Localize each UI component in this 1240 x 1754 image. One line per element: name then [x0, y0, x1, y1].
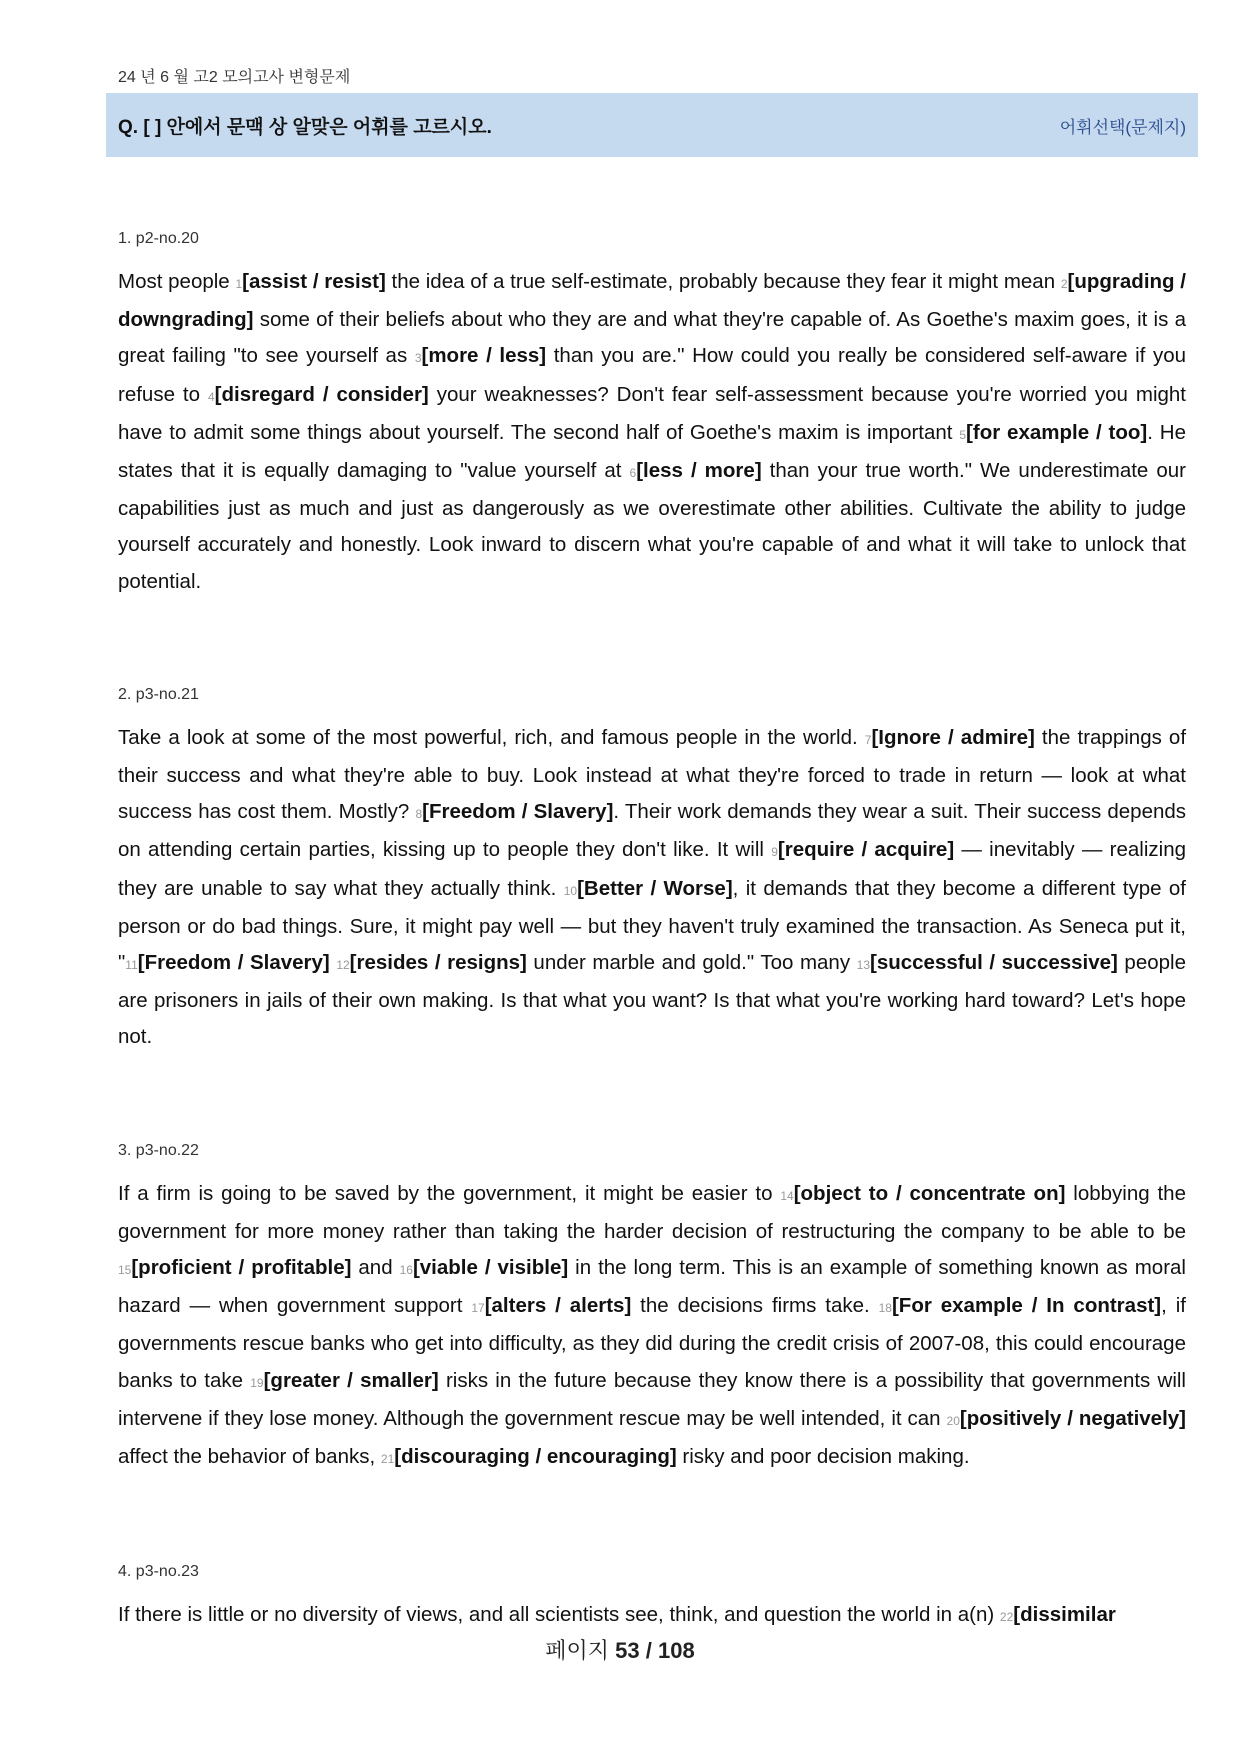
vocab-choice: [dissimilar — [1013, 1603, 1116, 1627]
vocab-choice: [upgrading / downgrading] — [118, 270, 1186, 332]
passage-section-3 — [118, 1140, 1186, 1478]
passage-section-4 — [118, 1561, 1186, 1635]
total-pages: 108 — [657, 1638, 695, 1663]
vocab-choice: [more / less] — [421, 344, 547, 368]
passage-text-run: than you are." How could you really be considered self-aware if you refuse to — [118, 344, 1186, 406]
blank-number: 15 — [118, 1263, 132, 1278]
current-page: 53 — [615, 1638, 640, 1663]
vocab-choice: [resides / resigns] — [349, 951, 527, 975]
blank-number: 4 — [207, 389, 215, 404]
passage-text-run: risky and poor decision making. — [676, 1445, 970, 1469]
vocab-choice: [Freedom / Slavery] — [137, 951, 330, 975]
vocab-choice: [greater / smaller] — [263, 1368, 439, 1392]
page-label: 페이지 — [545, 1638, 616, 1663]
passage-text-run: , it demands that they become a different type of person or do bad things. Sure, it might pay well — but they haven't truly examined the transaction. As Seneca put it, " — [118, 876, 1186, 975]
blank-number: 19 — [250, 1375, 264, 1390]
passage-text-run: some of their beliefs about who they are and what they're capable of. As Goethe's maxim goes, it is a great failing "to see yourself as — [118, 308, 1186, 368]
passage-text-run: people are prisoners in jails of their own making. Is that what you want? Is that what you're working hard toward? Let's hope not. — [118, 951, 1186, 1049]
passage-text-run: If there is little or no diversity of views, and all scientists see, think, and question the world in a(n) — [118, 1603, 1000, 1627]
vocab-choice: [require / acquire] — [777, 838, 955, 862]
blank-number: 12 — [336, 958, 350, 973]
blank-number: 17 — [471, 1301, 485, 1316]
passage-text — [118, 720, 1186, 1056]
passage-text-run: under marble and gold." Too many — [526, 951, 857, 975]
passage-text-run: . Their work demands they wear a suit. Their success depends on attending certain parties, kissing up to people they don't like. It will — [118, 800, 1187, 862]
passage-section-2 — [118, 684, 1186, 1056]
blank-number: 11 — [125, 958, 138, 973]
blank-number: 7 — [864, 732, 872, 747]
blank-number: 20 — [946, 1413, 960, 1428]
blank-number: 16 — [399, 1263, 413, 1278]
blank-number: 10 — [563, 883, 578, 898]
question-instruction: Q. [ ] 안에서 문맥 상 알맞은 어휘를 고르시오. — [118, 116, 492, 138]
vocab-choice: [assist / resist] — [242, 270, 386, 293]
vocab-choice: [Ignore / admire] — [871, 725, 1035, 749]
blank-number: 22 — [999, 1610, 1014, 1625]
blank-number: 5 — [959, 427, 967, 442]
blank-number: 9 — [771, 845, 778, 860]
blank-number: 1 — [235, 277, 243, 291]
vocab-choice: [Better / Worse] — [577, 876, 733, 900]
passage-section-1 — [118, 228, 1186, 600]
vocab-choice: [object to / concentrate on] — [793, 1181, 1066, 1205]
passages-container — [118, 228, 1186, 1635]
vocab-choice: [for example / too] — [966, 420, 1148, 444]
vocab-choice: [disregard / consider] — [214, 382, 429, 406]
page-separator: / — [639, 1638, 658, 1663]
passage-text — [118, 264, 1186, 600]
passage-text-run: Most people — [118, 270, 236, 293]
blank-number: 21 — [380, 1452, 395, 1467]
vocab-choice: [proficient / profitable] — [131, 1256, 352, 1280]
vocab-choice: [For example / In contrast] — [891, 1294, 1162, 1318]
vocab-choice: [discouraging / encouraging] — [394, 1445, 677, 1469]
page-number — [0, 1634, 1240, 1665]
passage-text-run: and — [351, 1256, 400, 1280]
question-banner — [106, 93, 1198, 157]
passage-text-run: the idea of a true self-estimate, probably because they fear it might mean — [385, 270, 1061, 293]
vocab-choice: [Freedom / Slavery] — [422, 800, 614, 824]
blank-number: 3 — [414, 351, 422, 366]
vocab-choice: [positively / negatively] — [959, 1406, 1186, 1430]
document-title: 24 년 6 월 고2 모의고사 변형문제 — [118, 69, 351, 86]
passage-text-run: If a firm is going to be saved by the government, it might be easier to — [118, 1181, 781, 1205]
section-label: 4. p3-no.23 — [118, 1563, 199, 1581]
passage-text-run: , if governments rescue banks who get into difficulty, as they did during the credit crisis of 2007-08, this could encourage banks to take — [118, 1294, 1186, 1392]
section-label: 2. p3-no.21 — [118, 685, 199, 703]
passage-text-run: the trappings of their success and what they're able to buy. Look instead at what they're forced to trade in return — look at what success has cost them. Mostly? — [118, 725, 1187, 824]
question-type-tag: 어휘선택(문제지) — [1059, 117, 1186, 137]
blank-number: 18 — [878, 1301, 892, 1316]
passage-text-run: lobbying the government for more money rather than taking the harder decision of restructuring the company to be able to be — [118, 1181, 1186, 1243]
passage-text — [118, 1176, 1186, 1478]
blank-number: 14 — [780, 1188, 794, 1203]
blank-number: 8 — [415, 807, 423, 822]
passage-text-run: in the long term. This is an example of something known as moral hazard — when government support — [118, 1256, 1186, 1318]
section-label: 1. p2-no.20 — [118, 230, 199, 247]
passage-text-run: the decisions firms take. — [631, 1294, 879, 1318]
section-label: 3. p3-no.22 — [118, 1141, 199, 1159]
passage-text-run: Take a look at some of the most powerful, rich, and famous people in the world. — [118, 725, 865, 749]
blank-number: 2 — [1060, 277, 1068, 291]
passage-text-run: than your true worth." We underestimate our capabilities just as much and just as dangerously as we overestimate other abilities. Cultivate the ability to judge yourself accurately and honestly. Look inward to discern what you're capable of and what it will take to unlock that potential. — [118, 459, 1186, 593]
vocab-choice: [viable / visible] — [412, 1256, 569, 1280]
passage-text-run: — inevitably — realizing they are unable to say what they actually think. — [118, 838, 1186, 900]
vocab-choice: [alters / alerts] — [484, 1294, 632, 1318]
passage-text-run: . He states that it is equally damaging to "value yourself at — [118, 420, 1186, 483]
blank-number: 13 — [856, 958, 870, 973]
passage-text-run: risks in the future because they know there is a possibility that governments will intervene if they lose money. Although the government rescue may be well intended, it can — [118, 1368, 1186, 1430]
passage-text-run: your weaknesses? Don't fear self-assessment because you're worried you might have to admit some things about yourself. The second half of Goethe's maxim is important — [118, 382, 1187, 444]
vocab-choice: [less / more] — [636, 459, 762, 483]
passage-text — [118, 1597, 1186, 1635]
passage-text-run: affect the behavior of banks, — [118, 1445, 381, 1469]
vocab-choice: [successful / successive] — [870, 951, 1118, 975]
blank-number: 6 — [629, 466, 637, 481]
